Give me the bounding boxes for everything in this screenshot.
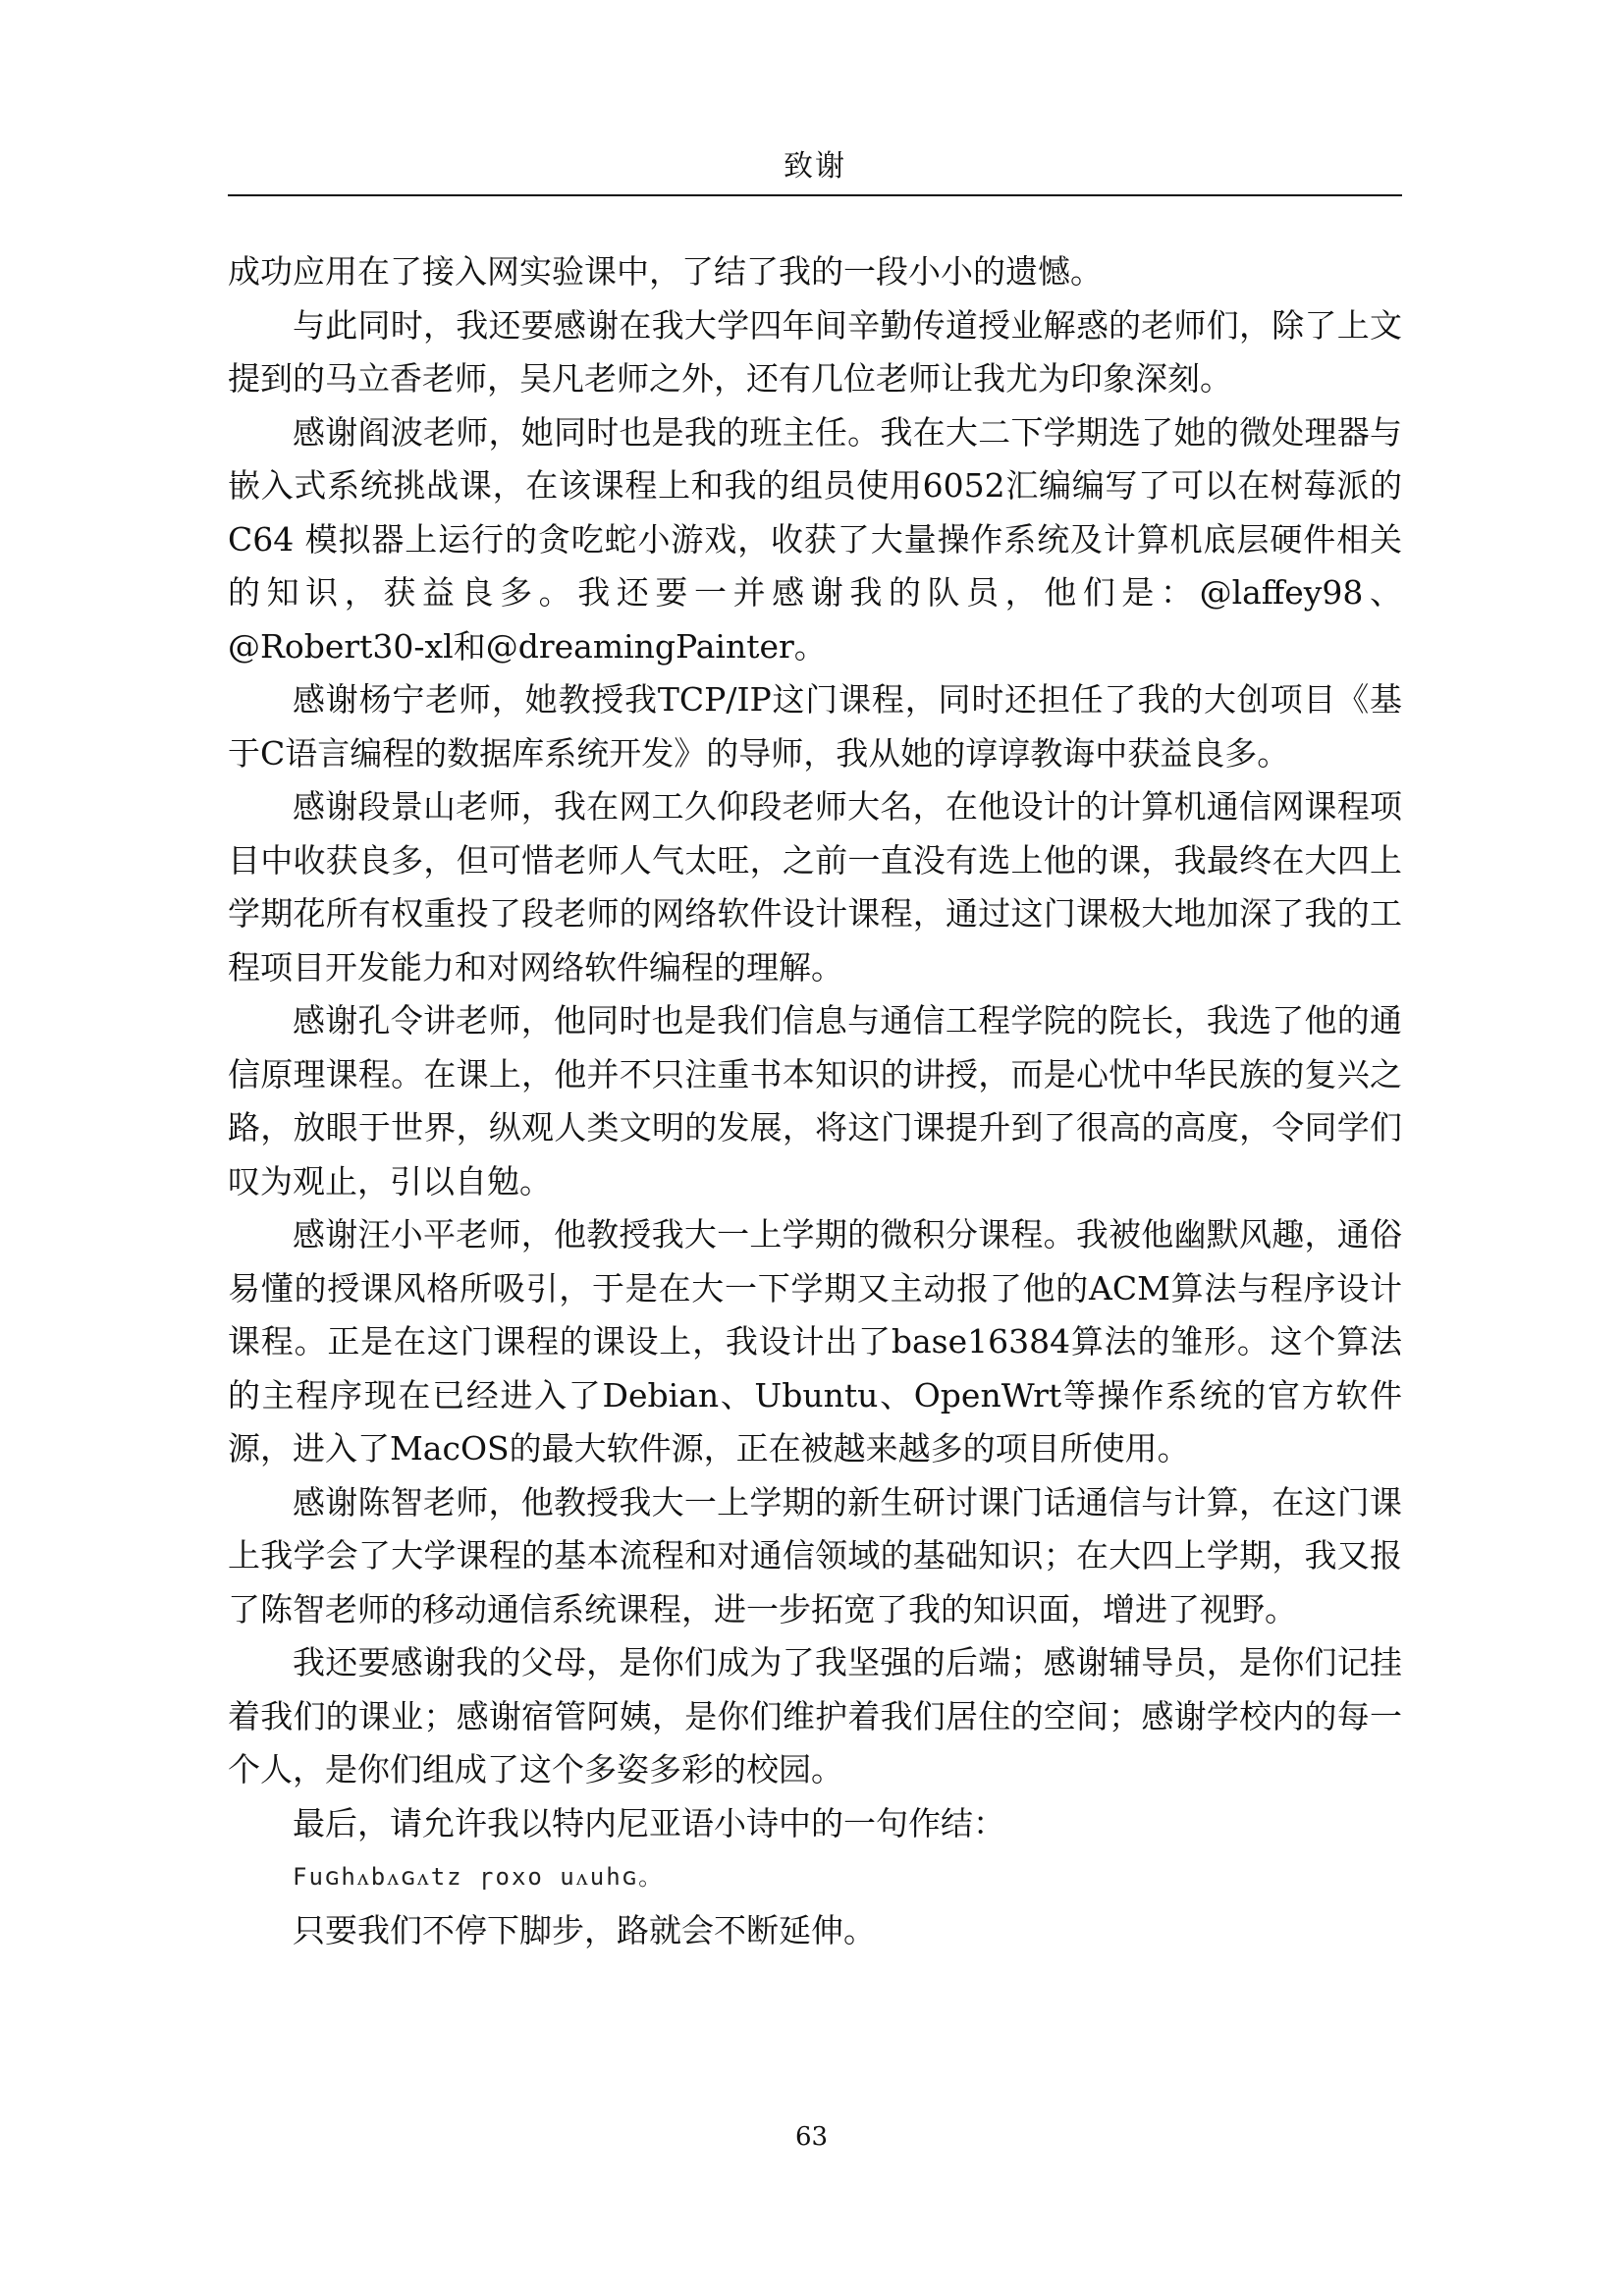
conlang-poem-line: Fuɢhᴧbᴧɢᴧtz ɼoxo uᴧuhɢ。 bbox=[293, 1863, 665, 1891]
paragraph-chen-zhi: 感谢陈智老师，他教授我大一上学期的新生研讨课门话通信与计算，在这门课上我学会了大学课程的基本流程和对通信领域的基础知识；在大四上学期，我又报了陈智老师的移动通信系统课程，进一步拓宽了我的知识面，增进了视野。 bbox=[228, 1482, 1402, 1629]
acknowledgements-body bbox=[228, 245, 1402, 1957]
paragraph-wang-xiaoping: 感谢汪小平老师，他教授我大一上学期的微积分课程。我被他幽默风趣，通俗易懂的授课风格所吸引，于是在大一下学期又主动报了他的ACM算法与程序设计课程。正是在这门课程的课设上，我设计出了base16384算法的雏形。这个算法的主程序现在已经进入了Debian、Ubuntu、OpenWrt等操作系统的官方软件源，进入了MacOS的最大软件源，正在被越来越多的项目所使用。 bbox=[228, 1215, 1402, 1468]
header-divider bbox=[228, 194, 1402, 196]
paragraph-kong-lingjiang: 感谢孔令讲老师，他同时也是我们信息与通信工程学院的院长，我选了他的通信原理课程。在课上，他并不只注重书本知识的讲授，而是心忧中华民族的复兴之路，放眼于世界，纵观人类文明的发展，将这门课提升到了很高的高度，令同学们叹为观止，引以自勉。 bbox=[228, 1001, 1402, 1201]
page-number: 63 bbox=[794, 2122, 829, 2152]
paragraph-continuation: 成功应用在了接入网实验课中，了结了我的一段小小的遗憾。 bbox=[228, 252, 1103, 291]
paragraph-teachers-intro: 与此同时，我还要感谢在我大学四年间辛勤传道授业解惑的老师们，除了上文提到的马立香老师，吴凡老师之外，还有几位老师让我尤为印象深刻。 bbox=[228, 305, 1402, 398]
closing-translation-line: 只要我们不停下脚步，路就会不断延伸。 bbox=[293, 1910, 876, 1949]
paragraph-duan-jingshan: 感谢段景山老师，我在网工久仰段老师大名，在他设计的计算机通信网课程项目中收获良多，但可惜老师人气太旺，之前一直没有选上他的课，我最终在大四上学期花所有权重投了段老师的网络软件设计课程，通过这门课极大地加深了我的工程项目开发能力和对网络软件编程的理解。 bbox=[228, 787, 1402, 987]
paragraph-family-and-staff: 我还要感谢我的父母，是你们成为了我坚强的后端；感谢辅导员，是你们记挂着我们的课业；感谢宿管阿姨，是你们维护着我们居住的空间；感谢学校内的每一个人，是你们组成了这个多姿多彩的校园。 bbox=[228, 1643, 1402, 1789]
paragraph-yang-ning: 感谢杨宁老师，她教授我TCP/IP这门课程，同时还担任了我的大创项目《基于C语言编程的数据库系统开发》的导师，我从她的谆谆教诲中获益良多。 bbox=[228, 680, 1402, 773]
paragraph-yan-bo: 感谢阎波老师，她同时也是我的班主任。我在大二下学期选了她的微处理器与嵌入式系统挑战课，在该课程上和我的组员使用6052汇编编写了可以在树莓派的C64 模拟器上运行的贪吃蛇小游戏，收获了大量操作系统及计算机底层硬件相关的知识，获益良多。我还要一并感谢我的队员，他们是：@laffey98、@Robert30-xl和@dreamingPainter。 bbox=[228, 412, 1402, 666]
page-header-title: 致谢 bbox=[784, 149, 846, 184]
paragraph-closing-intro: 最后，请允许我以特内尼亚语小诗中的一句作结： bbox=[293, 1803, 1005, 1842]
